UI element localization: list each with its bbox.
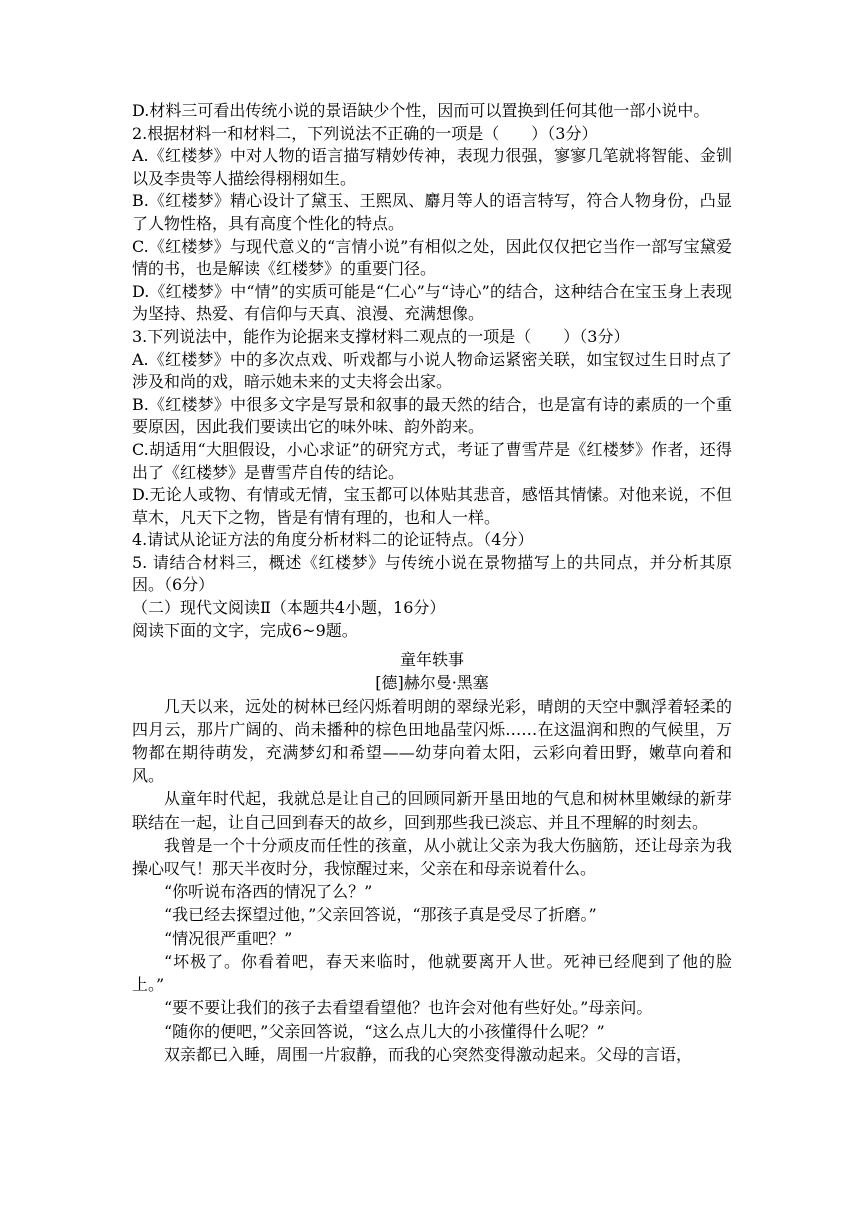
story-paragraph: 几天以来，远处的树林已经闪烁着明朗的翠绿光彩，晴朗的天空中飘浮着轻柔的四月云，那片广阔的、尚未播种的棕色田地晶莹闪烁……在这温润和煦的气候里，万物都在期待萌发，充满梦幻和希望——幼芽向着太阳，云彩向着田野，嫩草向着和风。	[132, 696, 732, 786]
section-header	[132, 597, 732, 642]
story-dialogue: “坏极了。你看着吧，春天来临时，他就要离开人世。死神已经爬到了他的脸上。”	[132, 951, 732, 995]
question-5: 5. 请结合材料三，概述《红楼梦》与传统小说在景物描写上的共同点，并分析其原因。（6分）	[132, 552, 732, 595]
section-instruction: 阅读下面的文字，完成6~9题。	[132, 620, 358, 640]
section-heading: （二）现代文阅读Ⅱ（本题共4小题，16分）	[132, 598, 446, 618]
question-3-option-c: C.胡适用“大胆假设，小心求证”的研究方式，考证了曹雪芹是《红楼梦》作者，还得出了《红楼梦》是曹雪芹自传的结论。	[132, 439, 732, 482]
story	[132, 648, 732, 1066]
question-2-option-d: D.《红楼梦》中“情”的实质可能是“仁心”与“诗心”的结合，这种结合在宝玉身上表现为坚持、热爱、有信仰与天真、浪漫、充满想像。	[132, 281, 732, 324]
option-d-material3: D.材料三可看出传统小说的景语缺少个性，因而可以置换到任何其他一部小说中。	[132, 101, 710, 120]
question-2-option-b: B.《红楼梦》精心设计了黛玉、王熙凤、麝月等人的语言特写，符合人物身份，凸显了人物性格，具有高度个性化的特点。	[132, 191, 732, 233]
story-paragraph: 我曾是一个十分顽皮而任性的孩童，从小就让父亲为我大伤脑筋，还让母亲为我操心叹气！那天半夜时分，我惊醒过来，父亲在和母亲说着什么。	[132, 835, 732, 879]
questions-block	[132, 100, 732, 597]
question-2-option-a: A.《红楼梦》中对人物的语言描写精妙传神，表现力很强，寥寥几笔就将智能、金钏以及李贵等人描绘得栩栩如生。	[132, 146, 732, 188]
story-dialogue: “随你的便吧，”父亲回答说，“这么点儿大的小孩懂得什么呢？”	[164, 1021, 605, 1041]
story-dialogue: “我已经去探望过他，”父亲回答说，“那孩子真是受尽了折磨。”	[164, 905, 597, 925]
story-paragraph: 双亲都已入睡，周围一片寂静，而我的心突然变得激动起来。父母的言语，	[164, 1044, 693, 1064]
story-dialogue: “要不要让我们的孩子去看望看望他？也许会对他有些好处。”母亲问。	[164, 998, 653, 1018]
question-3-option-b: B.《红楼梦》中很多文字是写景和叙事的最天然的结合，也是富有诗的素质的一个重要原因，因此我们要读出它的味外味、韵外韵来。	[132, 394, 732, 437]
story-dialogue: “情况很严重吧？”	[164, 928, 293, 948]
story-paragraph: 从童年时代起，我就总是让自己的回顾同新开垦田地的气息和树林里嫩绿的新芽联结在一起，让自己回到春天的故乡，回到那些我已淡忘、并且不理解的时刻去。	[132, 789, 732, 832]
question-3-option-a: A.《红楼梦》中的多次点戏、听戏都与小说人物命运紧密关联，如宝钗过生日时点了涉及和尚的戏，暗示她未来的丈夫将会出家。	[132, 349, 732, 392]
question-4: 4.请试从论证方法的角度分析材料二的论证特点。（4分）	[132, 530, 534, 550]
question-3-option-d: D.无论人或物、有情或无情，宝玉都可以体贴其悲音，感悟其情愫。对他来说，不但草木，凡天下之物，皆是有情有理的，也和人一样。	[132, 485, 732, 527]
story-author: [德]赫尔曼·黑塞	[375, 673, 489, 693]
question-3: 3.下列说法中，能作为论据来支撑材料二观点的一项是（ ）（3分）	[132, 326, 630, 346]
document-page	[132, 100, 732, 1066]
story-title: 童年轶事	[399, 650, 464, 670]
question-2-option-c: C.《红楼梦》与现代意义的“言情小说”有相似之处，因此仅仅把它当作一部写宝黛爱情的书，也是解读《红楼梦》的重要门径。	[132, 236, 732, 279]
question-2: 2.根据材料一和材料二，下列说法不正确的一项是（ ）（3分）	[132, 123, 598, 143]
story-dialogue: “你听说布洛西的情况了么？”	[164, 882, 373, 902]
